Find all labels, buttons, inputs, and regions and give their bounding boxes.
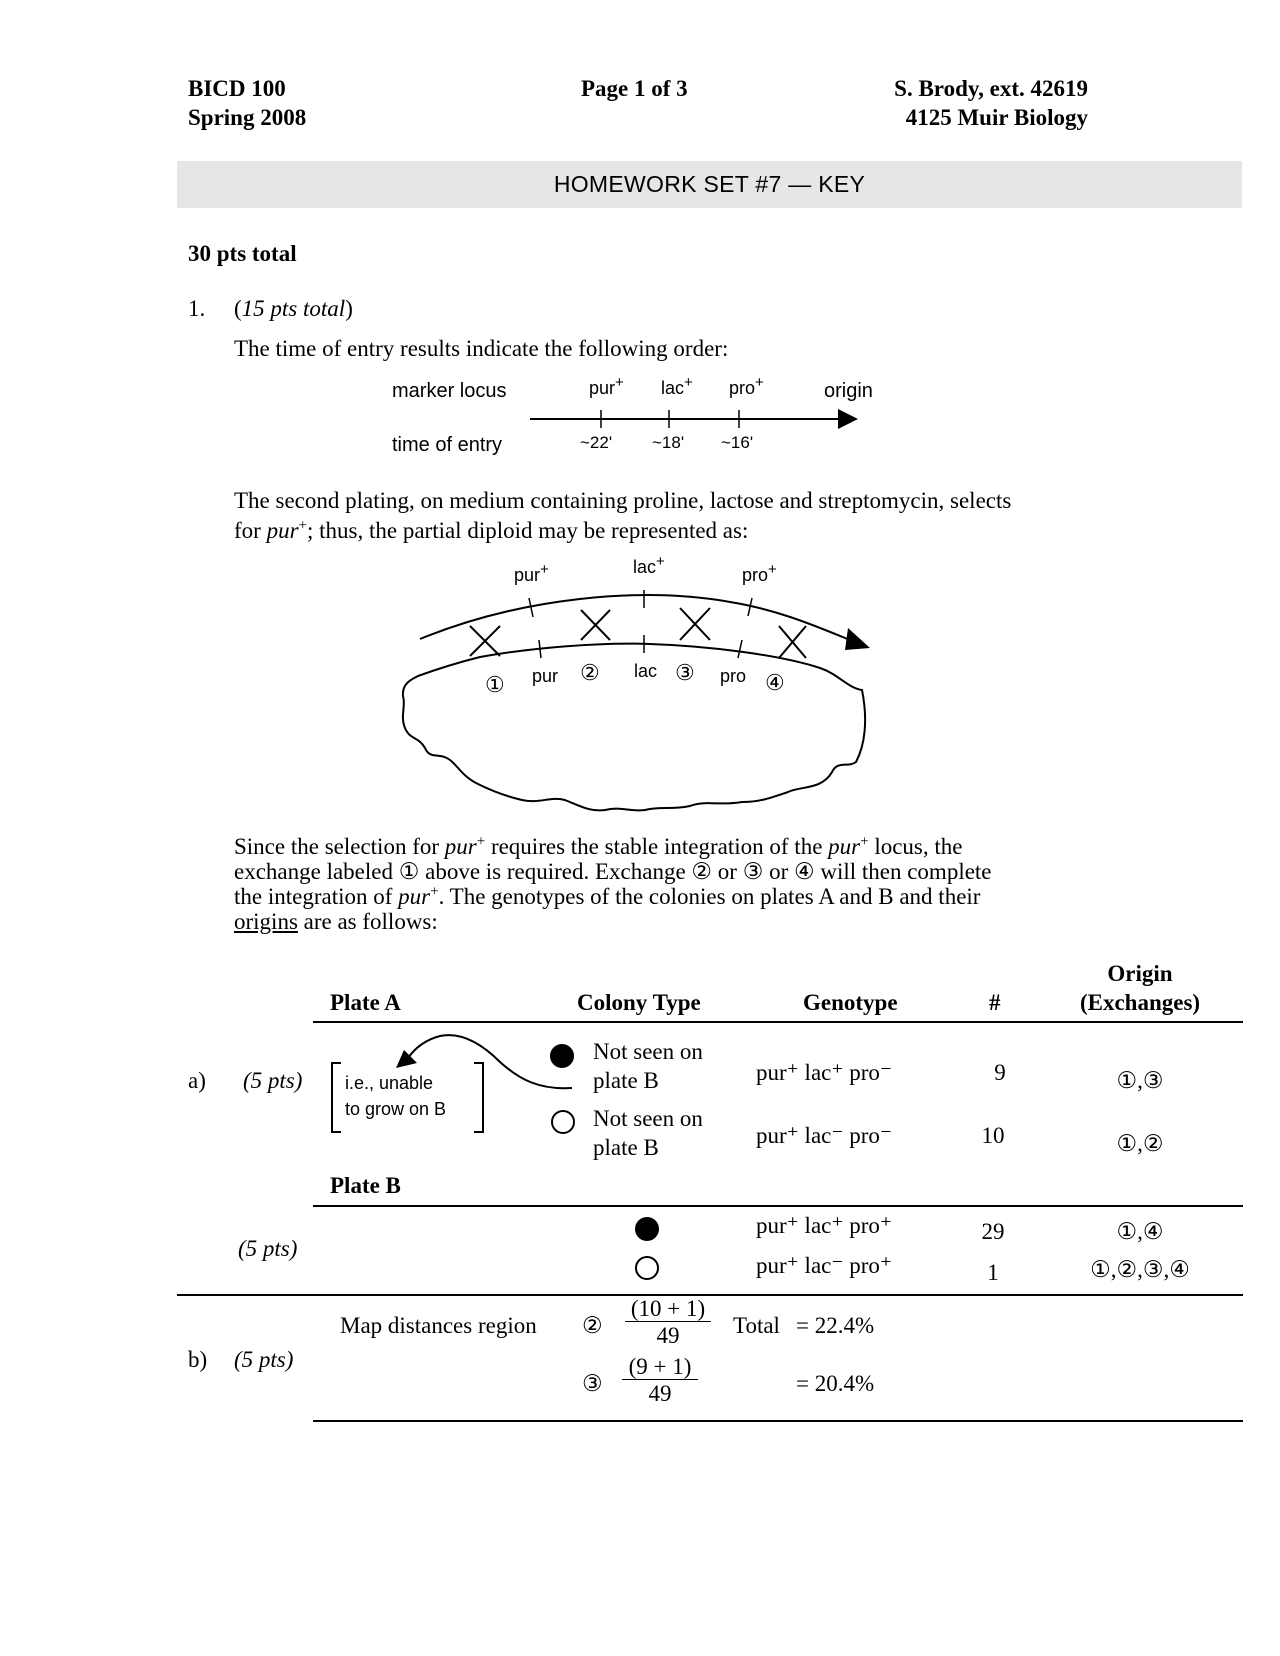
note-line1: i.e., unable bbox=[345, 1073, 434, 1093]
row-a1-origin: ①,③ bbox=[1116, 1068, 1164, 1093]
exchange-mark-4: ④ bbox=[765, 670, 785, 695]
row-a2-desc1: Not seen on bbox=[593, 1106, 703, 1131]
instructor-name: S. Brody, ext. 42619 bbox=[894, 76, 1088, 101]
recipient-pro: pro bbox=[720, 666, 747, 686]
part-a-label: a) bbox=[188, 1068, 206, 1093]
origin-label: origin bbox=[824, 380, 873, 402]
time-of-entry-label: time of entry bbox=[392, 434, 503, 456]
header-origin-line1: Origin bbox=[1107, 961, 1173, 986]
row-a2-genotype: pur⁺ lac⁻ pro⁻ bbox=[756, 1123, 893, 1148]
second-plating-line1: The second plating, on medium containing proline, lactose and streptomycin, selects bbox=[234, 488, 1012, 513]
explanation-line3: the integration of pur+. The genotypes of the colonies on plates A and B and their bbox=[234, 883, 981, 909]
row-b2-origin: ①,②,③,④ bbox=[1090, 1257, 1190, 1282]
region-3-fraction bbox=[622, 1355, 698, 1408]
note-arrowhead bbox=[396, 1050, 417, 1068]
part-b-points: (5 pts) bbox=[234, 1347, 294, 1372]
header-genotype: Genotype bbox=[803, 990, 898, 1015]
note-line2: to grow on B bbox=[345, 1099, 447, 1119]
row-a1-genotype: pur⁺ lac⁺ pro⁻ bbox=[756, 1060, 893, 1085]
colony-open-a2 bbox=[551, 1110, 575, 1134]
explanation-line1: Since the selection for pur+ requires the stable integration of the pur+ locus, the bbox=[234, 833, 963, 859]
part-a-points: (5 pts) bbox=[243, 1068, 303, 1093]
recipient-pur: pur bbox=[532, 666, 559, 686]
marker-pro: pro+ bbox=[729, 374, 764, 398]
second-plating-line2: for pur+; thus, the partial diploid may be represented as: bbox=[234, 517, 749, 543]
region-2-fraction bbox=[625, 1297, 711, 1350]
bottom-rule bbox=[313, 1420, 1243, 1422]
question-points: (15 pts total) bbox=[234, 296, 353, 321]
row-b1-count: 29 bbox=[981, 1219, 1005, 1244]
course-code: BICD 100 bbox=[188, 76, 286, 101]
row-a2-count: 10 bbox=[981, 1123, 1005, 1148]
row-b2-genotype: pur⁺ lac⁻ pro⁺ bbox=[756, 1253, 893, 1278]
page-number: Page 1 of 3 bbox=[581, 76, 688, 101]
map-distances-caption: Map distances region bbox=[340, 1313, 537, 1338]
row-a1-count: 9 bbox=[994, 1060, 1006, 1085]
donor-pro: pro+ bbox=[742, 561, 777, 585]
header-origin-line2: (Exchanges) bbox=[1079, 990, 1201, 1015]
region-2-numerator: (10 + 1) bbox=[625, 1297, 711, 1322]
instructor-office: 4125 Muir Biology bbox=[905, 105, 1088, 130]
plate-b-label: Plate B bbox=[330, 1173, 401, 1198]
plate-b-points: (5 pts) bbox=[238, 1236, 298, 1261]
explanation-line4: origins are as follows: bbox=[234, 909, 438, 934]
row-a2-origin: ①,② bbox=[1116, 1131, 1164, 1156]
row-a1-desc1: Not seen on bbox=[593, 1039, 703, 1064]
row-b1-genotype: pur⁺ lac⁺ pro⁺ bbox=[756, 1213, 893, 1238]
marker-locus-label: marker locus bbox=[392, 380, 507, 402]
part-b-label: b) bbox=[188, 1347, 208, 1372]
time-pur: ~22' bbox=[580, 433, 613, 452]
page-title: HOMEWORK SET #7 — KEY bbox=[553, 171, 866, 197]
recipient-lac: lac bbox=[634, 661, 658, 681]
note-left-bracket bbox=[332, 1063, 341, 1132]
note-arrow-curve bbox=[408, 1035, 572, 1088]
region-3-result: = 20.4% bbox=[796, 1371, 875, 1396]
question-points-text: 15 pts total bbox=[241, 296, 346, 321]
time-lac: ~18' bbox=[652, 433, 685, 452]
region-2-result: = 22.4% bbox=[796, 1313, 875, 1338]
colony-filled-a1 bbox=[550, 1044, 574, 1068]
row-b1-origin: ①,④ bbox=[1116, 1219, 1164, 1244]
region-3-mark: ③ bbox=[582, 1371, 603, 1396]
header-count: # bbox=[989, 990, 1001, 1015]
donor-lac: lac+ bbox=[633, 553, 665, 577]
section-rule bbox=[177, 1294, 1243, 1296]
row-a1-desc2: plate B bbox=[593, 1068, 659, 1093]
course-term: Spring 2008 bbox=[188, 105, 307, 130]
region-2-total-label: Total bbox=[733, 1313, 780, 1338]
colony-filled-b1 bbox=[635, 1217, 659, 1241]
region-3-numerator: (9 + 1) bbox=[622, 1355, 698, 1380]
region-2-mark: ② bbox=[582, 1313, 603, 1338]
total-points: 30 pts total bbox=[188, 241, 297, 266]
header-colony-type: Colony Type bbox=[577, 990, 701, 1015]
header-plate-a: Plate A bbox=[330, 990, 401, 1015]
marker-lac: lac+ bbox=[661, 374, 693, 398]
question-number: 1. bbox=[188, 296, 206, 321]
donor-pur: pur+ bbox=[514, 561, 549, 585]
colony-open-b2 bbox=[635, 1256, 659, 1280]
plate-b-rule bbox=[313, 1205, 1243, 1207]
note-right-bracket bbox=[474, 1063, 483, 1132]
exchange-mark-1: ① bbox=[485, 672, 505, 697]
question-intro: The time of entry results indicate the following order: bbox=[234, 336, 729, 361]
time-pro: ~16' bbox=[721, 433, 754, 452]
exchange-mark-3: ③ bbox=[675, 660, 695, 685]
explanation-line2: exchange labeled ① above is required. Exchange ② or ③ or ④ will then complete bbox=[234, 859, 992, 884]
region-2-denominator: 49 bbox=[656, 1323, 680, 1348]
exchange-mark-2: ② bbox=[580, 660, 600, 685]
region-3-denominator: 49 bbox=[648, 1381, 672, 1406]
row-b2-count: 1 bbox=[987, 1260, 999, 1285]
row-a2-desc2: plate B bbox=[593, 1135, 659, 1160]
marker-pur: pur+ bbox=[589, 374, 624, 398]
